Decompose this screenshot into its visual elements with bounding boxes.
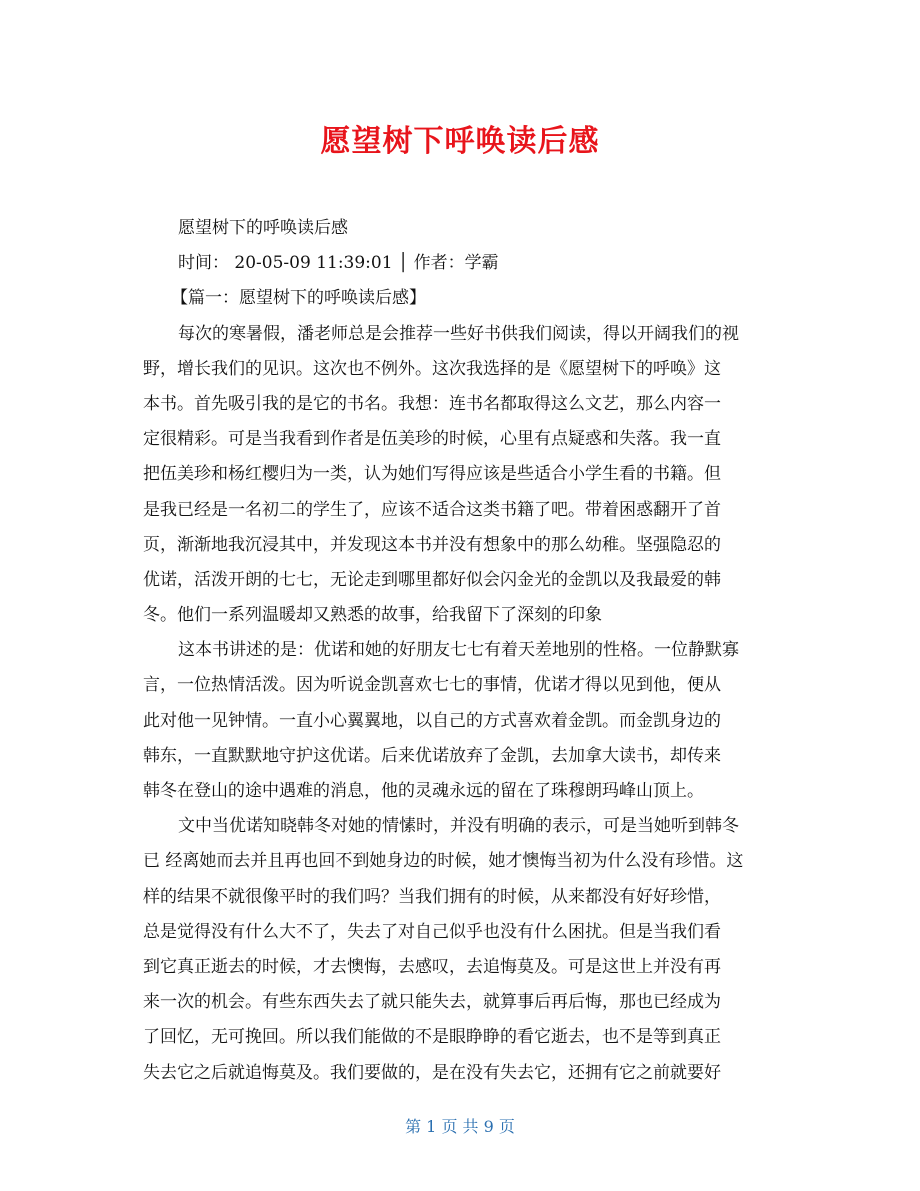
- page-footer: 第 1 页 共 9 页: [405, 1117, 515, 1136]
- paragraph-line: 样的结果不就很像平时的我们吗？当我们拥有的时候，从来都没有好好珍惜，: [143, 886, 721, 907]
- document-body: [143, 211, 783, 1091]
- paragraph-line: 了回忆，无可挽回。所以我们能做的不是眼睁睁的看它逝去，也不是等到真正: [143, 1027, 721, 1048]
- paragraph-line: 定很精彩。可是当我看到作者是伍美珍的时候，心里有点疑惑和失落。我一直: [143, 429, 721, 450]
- section-heading: 【篇一：愿望树下的呼唤读后感】: [171, 288, 426, 309]
- paragraph-line: 冬。他们一系列温暖却又熟悉的故事，给我留下了深刻的印象: [143, 605, 602, 626]
- paragraph-line: 到它真正逝去的时候，才去懊悔，去感叹，去追悔莫及。可是这世上并没有再: [143, 956, 721, 977]
- paragraph-line: 言，一位热情活泼。因为听说金凯喜欢七七的事情，优诺才得以见到他，便从: [143, 675, 721, 696]
- paragraph-line: 本书。首先吸引我的是它的书名。我想：连书名都取得这么文艺，那么内容一: [143, 393, 721, 414]
- meta-info: 时间： 20-05-09 11:39:01 │ 作者：学霸: [178, 253, 499, 274]
- document-title: 愿望树下呼唤读后感: [320, 124, 600, 159]
- paragraph-line: 文中当优诺知晓韩冬对她的情愫时，并没有明确的表示，可是当她听到韩冬: [178, 816, 739, 837]
- paragraph: [143, 633, 783, 809]
- paragraph-line: 野，增长我们的见识。这次也不例外。这次我选择的是《愿望树下的呼唤》这: [143, 358, 721, 379]
- paragraph-line: 每次的寒暑假，潘老师总是会推荐一些好书供我们阅读，得以开阔我们的视: [178, 323, 739, 344]
- paragraph: [143, 809, 783, 1091]
- paragraph-line: 是我已经是一名初二的学生了，应该不适合这类书籍了吧。带着困惑翻开了首: [143, 499, 721, 520]
- paragraph-line: 韩东，一直默默地守护这优诺。后来优诺放弃了金凯，去加拿大读书，却传来: [143, 745, 721, 766]
- paragraph-line: 把伍美珍和杨红樱归为一类，认为她们写得应该是些适合小学生看的书籍。但: [143, 464, 721, 485]
- subtitle: 愿望树下的呼唤读后感: [178, 218, 348, 238]
- paragraph-line: 此对他一见钟情。一直小心翼翼地，以自己的方式喜欢着金凯。而金凯身边的: [143, 710, 721, 731]
- paragraph-line: 页，渐渐地我沉浸其中，并发现这本书并没有想象中的那么幼稚。坚强隐忍的: [143, 534, 721, 555]
- paragraph-line: 这本书讲述的是：优诺和她的好朋友七七有着天差地别的性格。一位静默寡: [178, 640, 739, 661]
- paragraph-line: 已 经离她而去并且再也回不到她身边的时候，她才懊悔当初为什么没有珍惜。这: [143, 851, 744, 872]
- paragraph-line: 失去它之后就追悔莫及。我们要做的，是在没有失去它，还拥有它之前就要好: [143, 1062, 721, 1083]
- paragraph: [143, 317, 783, 634]
- paragraph-line: 优诺，活泼开朗的七七，无论走到哪里都好似会闪金光的金凯以及我最爱的韩: [143, 569, 721, 590]
- paragraph-line: 来一次的机会。有些东西失去了就只能失去，就算事后再后悔，那也已经成为: [143, 992, 721, 1013]
- paragraph-line: 总是觉得没有什么大不了，失去了对自己似乎也没有什么困扰。但是当我们看: [143, 921, 721, 942]
- paragraph-line: 韩冬在登山的途中遇难的消息，他的灵魂永远的留在了珠穆朗玛峰山顶上。: [143, 781, 704, 801]
